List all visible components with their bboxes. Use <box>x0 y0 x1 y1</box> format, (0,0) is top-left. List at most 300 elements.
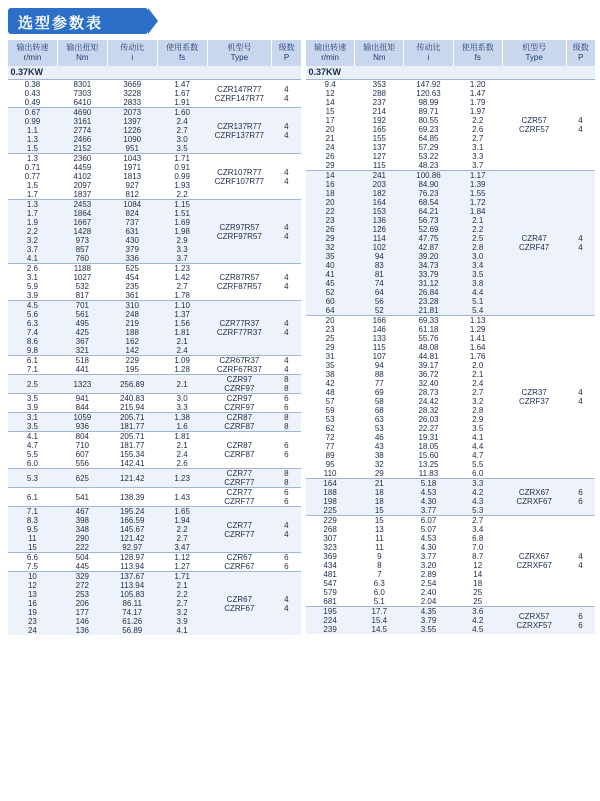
speed-cell: 13 <box>8 590 58 599</box>
speed-cell: 15 <box>325 107 335 116</box>
speed-cell: 3.9 <box>26 291 38 300</box>
left-group <box>8 572 302 636</box>
table-row <box>8 375 302 394</box>
model-cell <box>502 607 566 635</box>
torque-cell: 290 <box>57 534 107 543</box>
service-factor-cell: 1.94 <box>157 516 207 525</box>
service-factor-cell: 4.3 <box>453 497 502 506</box>
service-factor-cell: 6.8 <box>472 534 484 543</box>
model-name: CZR147R77 <box>217 84 262 94</box>
table-row <box>8 572 302 582</box>
table-row <box>8 356 302 366</box>
speed-cell: 14 <box>325 98 335 107</box>
service-factor-cell: 1.78 <box>174 291 190 300</box>
service-factor-cell: 3.2 <box>472 397 484 406</box>
service-factor-cell: 1.23 <box>157 469 207 488</box>
speed-cell: 26 <box>325 152 335 161</box>
stage-value: 6 <box>284 403 289 412</box>
model-name: CZRF97R57 <box>216 231 262 241</box>
ratio-cell: 3.20 <box>420 561 437 570</box>
service-factor-cell: 1.09 <box>174 356 190 365</box>
right-header-text: 输出转速 <box>314 43 347 52</box>
right-header-text: 级数 <box>572 43 589 52</box>
ratio-cell: 89.71 <box>418 107 439 116</box>
table-row <box>306 607 596 617</box>
left-header-text: 级数 <box>278 43 295 52</box>
right-power-row <box>306 66 596 80</box>
speed-cell: 45 <box>306 279 355 288</box>
service-factor-cell: 1.27 <box>174 562 190 571</box>
model-name: CZR107R77 <box>217 167 262 177</box>
ratio-cell: 1397 <box>107 117 157 126</box>
speed-cell: 10 <box>8 572 58 582</box>
ratio-cell: 3.77 <box>404 506 453 516</box>
torque-cell: 52 <box>355 306 404 316</box>
torque-cell: 844 <box>75 403 90 412</box>
torque-cell: 288 <box>372 89 386 98</box>
speed-cell: 6.1 <box>26 492 38 502</box>
stage-value: 4 <box>284 222 289 232</box>
ratio-cell: 166.59 <box>107 516 157 525</box>
torque-cell: 625 <box>57 469 107 488</box>
torque-cell: 2097 <box>73 181 92 190</box>
service-factor-cell: 1.84 <box>453 207 502 216</box>
speed-cell: 1.7 <box>8 209 58 218</box>
stage-value: 8 <box>284 375 289 384</box>
torque-cell: 64 <box>355 288 404 297</box>
service-factor-cell: 2.7 <box>157 599 207 608</box>
service-factor-cell: 1.76 <box>469 352 486 361</box>
service-factor-cell: 3.7 <box>157 254 207 264</box>
left-group <box>8 154 302 200</box>
ratio-cell: 361 <box>125 291 139 300</box>
speed-cell: 9.5 <box>8 525 58 534</box>
speed-cell: 1.5 <box>8 144 58 154</box>
service-factor-cell: 1.81 <box>157 328 207 337</box>
left-table <box>7 40 301 635</box>
speed-cell: 225 <box>306 506 355 516</box>
service-factor-cell: 2.2 <box>157 525 207 534</box>
ratio-cell: 631 <box>107 227 157 236</box>
model-name: CZRF77 <box>224 529 255 539</box>
torque-cell: 18 <box>355 497 404 506</box>
ratio-cell: 2.89 <box>420 570 437 579</box>
left-header-cell <box>107 40 157 66</box>
torque-cell: 1837 <box>73 190 92 199</box>
service-factor-cell: 7.0 <box>472 543 484 552</box>
stages-cell <box>272 301 301 356</box>
torque-cell: 2152 <box>57 144 107 154</box>
right-parameter-table <box>305 40 595 634</box>
speed-cell: 9.4 <box>324 80 336 89</box>
service-factor-cell: 1.67 <box>174 89 190 98</box>
speed-cell: 60 <box>306 297 355 306</box>
torque-cell: 177 <box>57 608 107 617</box>
model-name: CZRXF67 <box>516 497 552 506</box>
service-factor-cell: 2.1 <box>157 581 207 590</box>
speed-cell: 5.6 <box>8 310 58 319</box>
torque-cell: 15.4 <box>355 616 404 625</box>
stage-value: 6 <box>284 441 289 450</box>
speed-cell: 198 <box>306 497 355 506</box>
table-row <box>8 553 302 563</box>
model-cell <box>207 80 272 108</box>
ratio-cell: 121.42 <box>107 469 157 488</box>
ratio-cell: 379 <box>107 245 157 254</box>
service-factor-cell: 6.0 <box>472 469 484 478</box>
speed-cell: 25 <box>325 334 335 343</box>
ratio-cell: 3.79 <box>404 616 453 625</box>
model-cell <box>207 553 272 572</box>
torque-cell: 7 <box>377 570 382 579</box>
left-group <box>8 553 302 572</box>
ratio-cell: 24.42 <box>418 397 439 406</box>
speed-cell: 22 <box>306 207 355 216</box>
right-table-header <box>306 40 596 66</box>
left-power-label: 0.37KW <box>8 66 302 80</box>
speed-cell: 64 <box>306 306 355 316</box>
speed-cell: 2.2 <box>8 227 58 236</box>
ratio-cell: 26.03 <box>418 415 439 424</box>
stage-value: 4 <box>578 234 583 243</box>
service-factor-cell: 2.2 <box>453 225 502 234</box>
speed-cell: 5.9 <box>26 282 38 291</box>
stage-value: 4 <box>284 121 289 131</box>
ratio-cell: 147.92 <box>416 80 441 89</box>
left-group <box>8 80 302 108</box>
service-factor-cell: 1.81 <box>174 432 190 441</box>
torque-cell: 1864 <box>57 209 107 218</box>
torque-cell: 495 <box>57 319 107 328</box>
right-header-cell <box>566 40 595 66</box>
model-cell <box>207 301 272 356</box>
torque-cell: 38 <box>374 451 384 460</box>
torque-cell: 518 <box>75 356 90 365</box>
service-factor-cell: 4.7 <box>472 451 484 460</box>
speed-cell: 6.6 <box>26 553 38 562</box>
model-cell <box>207 469 272 488</box>
speed-cell: 95 <box>325 460 335 469</box>
left-header-cell <box>272 40 301 66</box>
ratio-cell: 195 <box>125 365 139 374</box>
service-factor-cell: 2.2 <box>176 190 188 199</box>
stage-value: 4 <box>578 243 583 252</box>
torque-cell: 1667 <box>57 218 107 227</box>
table-row <box>8 108 302 118</box>
speed-cell: 24 <box>8 626 58 635</box>
speed-cell: 0.71 <box>24 163 41 172</box>
left-header-cell <box>157 40 207 66</box>
service-factor-cell: 2.6 <box>176 459 188 468</box>
torque-cell: 2774 <box>57 126 107 135</box>
speed-cell: 9.8 <box>8 346 58 356</box>
model-name: CZR47 <box>521 234 547 243</box>
service-factor-cell: 3.3 <box>453 479 502 489</box>
speed-cell: 3.2 <box>8 236 58 245</box>
torque-cell: 206 <box>57 599 107 608</box>
stage-value: 6 <box>578 611 583 621</box>
service-factor-cell: 3.5 <box>157 144 207 154</box>
service-factor-cell: 0.91 <box>174 163 190 172</box>
service-factor-cell: 2.9 <box>472 415 484 424</box>
speed-cell: 12 <box>8 581 58 590</box>
speed-cell: 29 <box>306 234 355 243</box>
left-header-text: P <box>283 53 290 62</box>
torque-cell: 504 <box>75 553 90 562</box>
ratio-cell: 155.34 <box>119 450 145 459</box>
stage-value: 4 <box>284 603 289 613</box>
table-row <box>306 316 596 326</box>
page-title-banner <box>8 8 148 34</box>
ratio-cell: 1226 <box>107 126 157 135</box>
service-factor-cell: 2.1 <box>157 337 207 346</box>
ratio-cell: 3.55 <box>404 625 453 634</box>
ratio-cell: 92.97 <box>107 543 157 553</box>
left-header-cell <box>57 40 107 66</box>
torque-cell: 1027 <box>73 273 92 282</box>
service-factor-cell: 1.55 <box>453 189 502 198</box>
service-factor-cell: 1.72 <box>453 198 502 207</box>
speed-cell: 19 <box>8 608 58 617</box>
torque-cell: 2453 <box>57 200 107 210</box>
stages-cell <box>566 171 595 316</box>
ratio-cell: 1043 <box>123 154 142 163</box>
speed-cell: 579 <box>323 588 337 597</box>
stage-value: 6 <box>284 394 289 403</box>
torque-cell: 136 <box>57 626 107 635</box>
model-name: CZRF37 <box>519 397 550 406</box>
service-factor-cell: 5.4 <box>453 306 502 316</box>
torque-cell: 6.0 <box>373 588 385 597</box>
ratio-cell: 21.81 <box>404 306 453 316</box>
torque-cell: 541 <box>75 492 90 502</box>
ratio-cell: 121.42 <box>107 534 157 543</box>
model-name: CZRF67R37 <box>216 365 262 374</box>
right-header-text: fs <box>474 53 481 62</box>
ratio-cell: 56.89 <box>107 626 157 635</box>
service-factor-cell: 4.1 <box>157 626 207 635</box>
left-header-row <box>8 40 302 66</box>
speed-cell: 21 <box>325 134 335 143</box>
torque-cell: 146 <box>57 617 107 626</box>
left-header-cell <box>8 40 58 66</box>
right-group <box>306 80 596 171</box>
left-group <box>8 469 302 488</box>
speed-cell: 268 <box>323 525 337 534</box>
model-name: CZR57 <box>521 116 547 125</box>
torque-cell: 56 <box>355 297 404 306</box>
model-name: CZRF77 <box>224 497 255 506</box>
service-factor-cell: 3.5 <box>472 424 484 433</box>
speed-cell: 6.3 <box>8 319 58 328</box>
torque-cell: 4459 <box>73 163 92 172</box>
ratio-cell: 2073 <box>107 108 157 118</box>
table-row <box>8 80 302 90</box>
ratio-cell: 61.26 <box>107 617 157 626</box>
stages-cell <box>272 413 301 432</box>
model-name: CZR87R57 <box>219 273 260 282</box>
speed-cell: 35 <box>325 361 335 370</box>
speed-cell: 369 <box>323 552 337 561</box>
model-cell <box>207 356 272 375</box>
stage-value: 4 <box>284 365 289 374</box>
model-name: CZR77R37 <box>219 319 260 328</box>
ratio-cell: 240.83 <box>119 394 145 403</box>
torque-cell: 8301 <box>73 80 92 89</box>
torque-cell: 192 <box>372 116 386 125</box>
speed-cell: 110 <box>323 469 337 478</box>
speed-cell: 42 <box>325 379 335 388</box>
speed-cell: 0.67 <box>8 108 58 118</box>
speed-cell: 195 <box>306 607 355 617</box>
model-name: CZRF87 <box>224 450 255 459</box>
right-header-text: P <box>578 53 584 62</box>
stage-value: 4 <box>578 125 583 134</box>
ratio-cell: 68.54 <box>404 198 453 207</box>
model-cell <box>207 200 272 264</box>
ratio-cell: 195.24 <box>107 507 157 517</box>
ratio-cell: 34.73 <box>404 261 453 270</box>
speed-cell: 0.99 <box>8 117 58 126</box>
speed-cell: 2.6 <box>26 264 38 273</box>
torque-cell: 348 <box>57 525 107 534</box>
service-factor-cell: 3.7 <box>472 161 484 170</box>
service-factor-cell: 1.38 <box>157 413 207 423</box>
stage-value: 6 <box>578 497 583 506</box>
ratio-cell: 181.77 <box>107 422 157 432</box>
ratio-cell: 48.08 <box>418 343 439 352</box>
ratio-cell: 138.39 <box>119 492 145 502</box>
stage-value: 4 <box>284 520 289 530</box>
ratio-cell: 31.12 <box>404 279 453 288</box>
speed-cell: 77 <box>325 442 335 451</box>
stages-cell <box>272 154 301 200</box>
speed-cell: 239 <box>306 625 355 634</box>
right-header-text: 机型号 <box>522 43 547 52</box>
torque-cell: 94 <box>374 361 384 370</box>
speed-cell: 8.3 <box>8 516 58 525</box>
torque-cell: 17.7 <box>355 607 404 617</box>
service-factor-cell: 1.71 <box>174 154 190 163</box>
stage-value: 4 <box>284 176 289 186</box>
model-name: CZRF87 <box>224 422 255 431</box>
speed-cell: 57 <box>325 397 335 406</box>
service-factor-cell: 3.1 <box>472 143 484 152</box>
ratio-cell: 4.30 <box>404 497 453 506</box>
speed-cell: 35 <box>306 252 355 261</box>
ratio-cell: 2.54 <box>420 579 437 588</box>
stage-value: 4 <box>284 319 289 328</box>
ratio-cell: 120.63 <box>416 89 441 98</box>
speed-cell: 18 <box>306 189 355 198</box>
stage-value: 6 <box>284 553 289 562</box>
stage-value: 4 <box>284 231 289 241</box>
stage-value: 6 <box>578 620 583 630</box>
ratio-cell: 32.40 <box>418 379 439 388</box>
torque-cell: 136 <box>355 216 404 225</box>
torque-cell: 467 <box>57 507 107 517</box>
torque-cell: 94 <box>355 252 404 261</box>
stages-cell <box>272 375 301 394</box>
speed-cell: 1.5 <box>26 181 38 190</box>
service-factor-cell: 2.7 <box>157 534 207 543</box>
speed-cell: 0.49 <box>24 98 41 107</box>
speed-cell: 481 <box>323 570 337 579</box>
ratio-cell: 812 <box>125 190 139 199</box>
torque-cell: 253 <box>57 590 107 599</box>
ratio-cell: 33.79 <box>404 270 453 279</box>
stages-cell <box>272 80 301 108</box>
stage-value: 6 <box>284 562 289 571</box>
service-factor-cell: 3.4 <box>453 261 502 270</box>
torque-cell: 58 <box>374 397 384 406</box>
service-factor-cell: 2.8 <box>453 243 502 252</box>
speed-cell: 72 <box>325 433 335 442</box>
ratio-cell: 6.07 <box>420 516 437 525</box>
ratio-cell: 42.87 <box>404 243 453 252</box>
ratio-cell: 56.73 <box>404 216 453 225</box>
service-factor-cell: 3.2 <box>157 608 207 617</box>
service-factor-cell: 1.97 <box>469 107 486 116</box>
service-factor-cell: 3.4 <box>472 525 484 534</box>
ratio-cell: 1090 <box>107 135 157 144</box>
speed-cell: 6.1 <box>26 356 38 365</box>
stage-value: 4 <box>578 116 583 125</box>
model-name: CZRF77R37 <box>216 328 262 337</box>
left-group <box>8 264 302 301</box>
service-factor-cell: 2.4 <box>157 346 207 356</box>
ratio-cell: 61.18 <box>418 325 439 334</box>
service-factor-cell: 1.12 <box>174 553 190 562</box>
ratio-cell: 229 <box>125 356 139 365</box>
service-factor-cell: 1.37 <box>157 310 207 319</box>
right-group <box>306 607 596 635</box>
speed-cell: 16 <box>306 180 355 189</box>
model-name: CZRF107R77 <box>214 176 265 186</box>
model-name: CZRF87R57 <box>216 282 262 291</box>
model-cell <box>207 154 272 200</box>
service-factor-cell: 2.1 <box>472 370 484 379</box>
speed-cell: 52 <box>306 288 355 297</box>
service-factor-cell: 4.1 <box>472 433 484 442</box>
torque-cell: 127 <box>372 152 386 161</box>
ratio-cell: 4.30 <box>420 543 437 552</box>
service-factor-cell: 1.29 <box>469 325 486 334</box>
model-name: CZR67 <box>226 553 253 562</box>
service-factor-cell: 2.9 <box>157 236 207 245</box>
speed-cell: 7.1 <box>26 365 38 374</box>
stages-cell <box>566 479 595 516</box>
service-factor-cell: 4.5 <box>453 625 502 634</box>
left-group <box>8 488 302 507</box>
service-factor-cell: 1.20 <box>469 80 486 89</box>
service-factor-cell: 3.3 <box>157 245 207 254</box>
ratio-cell: 3669 <box>123 80 142 89</box>
service-factor-cell: 2.7 <box>472 516 484 525</box>
service-factor-cell: 18 <box>473 579 483 588</box>
speed-cell: 224 <box>306 616 355 625</box>
ratio-cell: 142.41 <box>119 459 145 468</box>
speed-cell: 11 <box>8 534 58 543</box>
torque-cell: 114 <box>355 234 404 243</box>
torque-cell: 760 <box>57 254 107 264</box>
stages-cell <box>272 572 301 636</box>
left-table-header <box>8 40 302 66</box>
ratio-cell: 11.83 <box>418 469 439 478</box>
speed-cell: 1.1 <box>8 126 58 135</box>
torque-cell: 155 <box>372 134 386 143</box>
torque-cell: 941 <box>75 394 90 403</box>
